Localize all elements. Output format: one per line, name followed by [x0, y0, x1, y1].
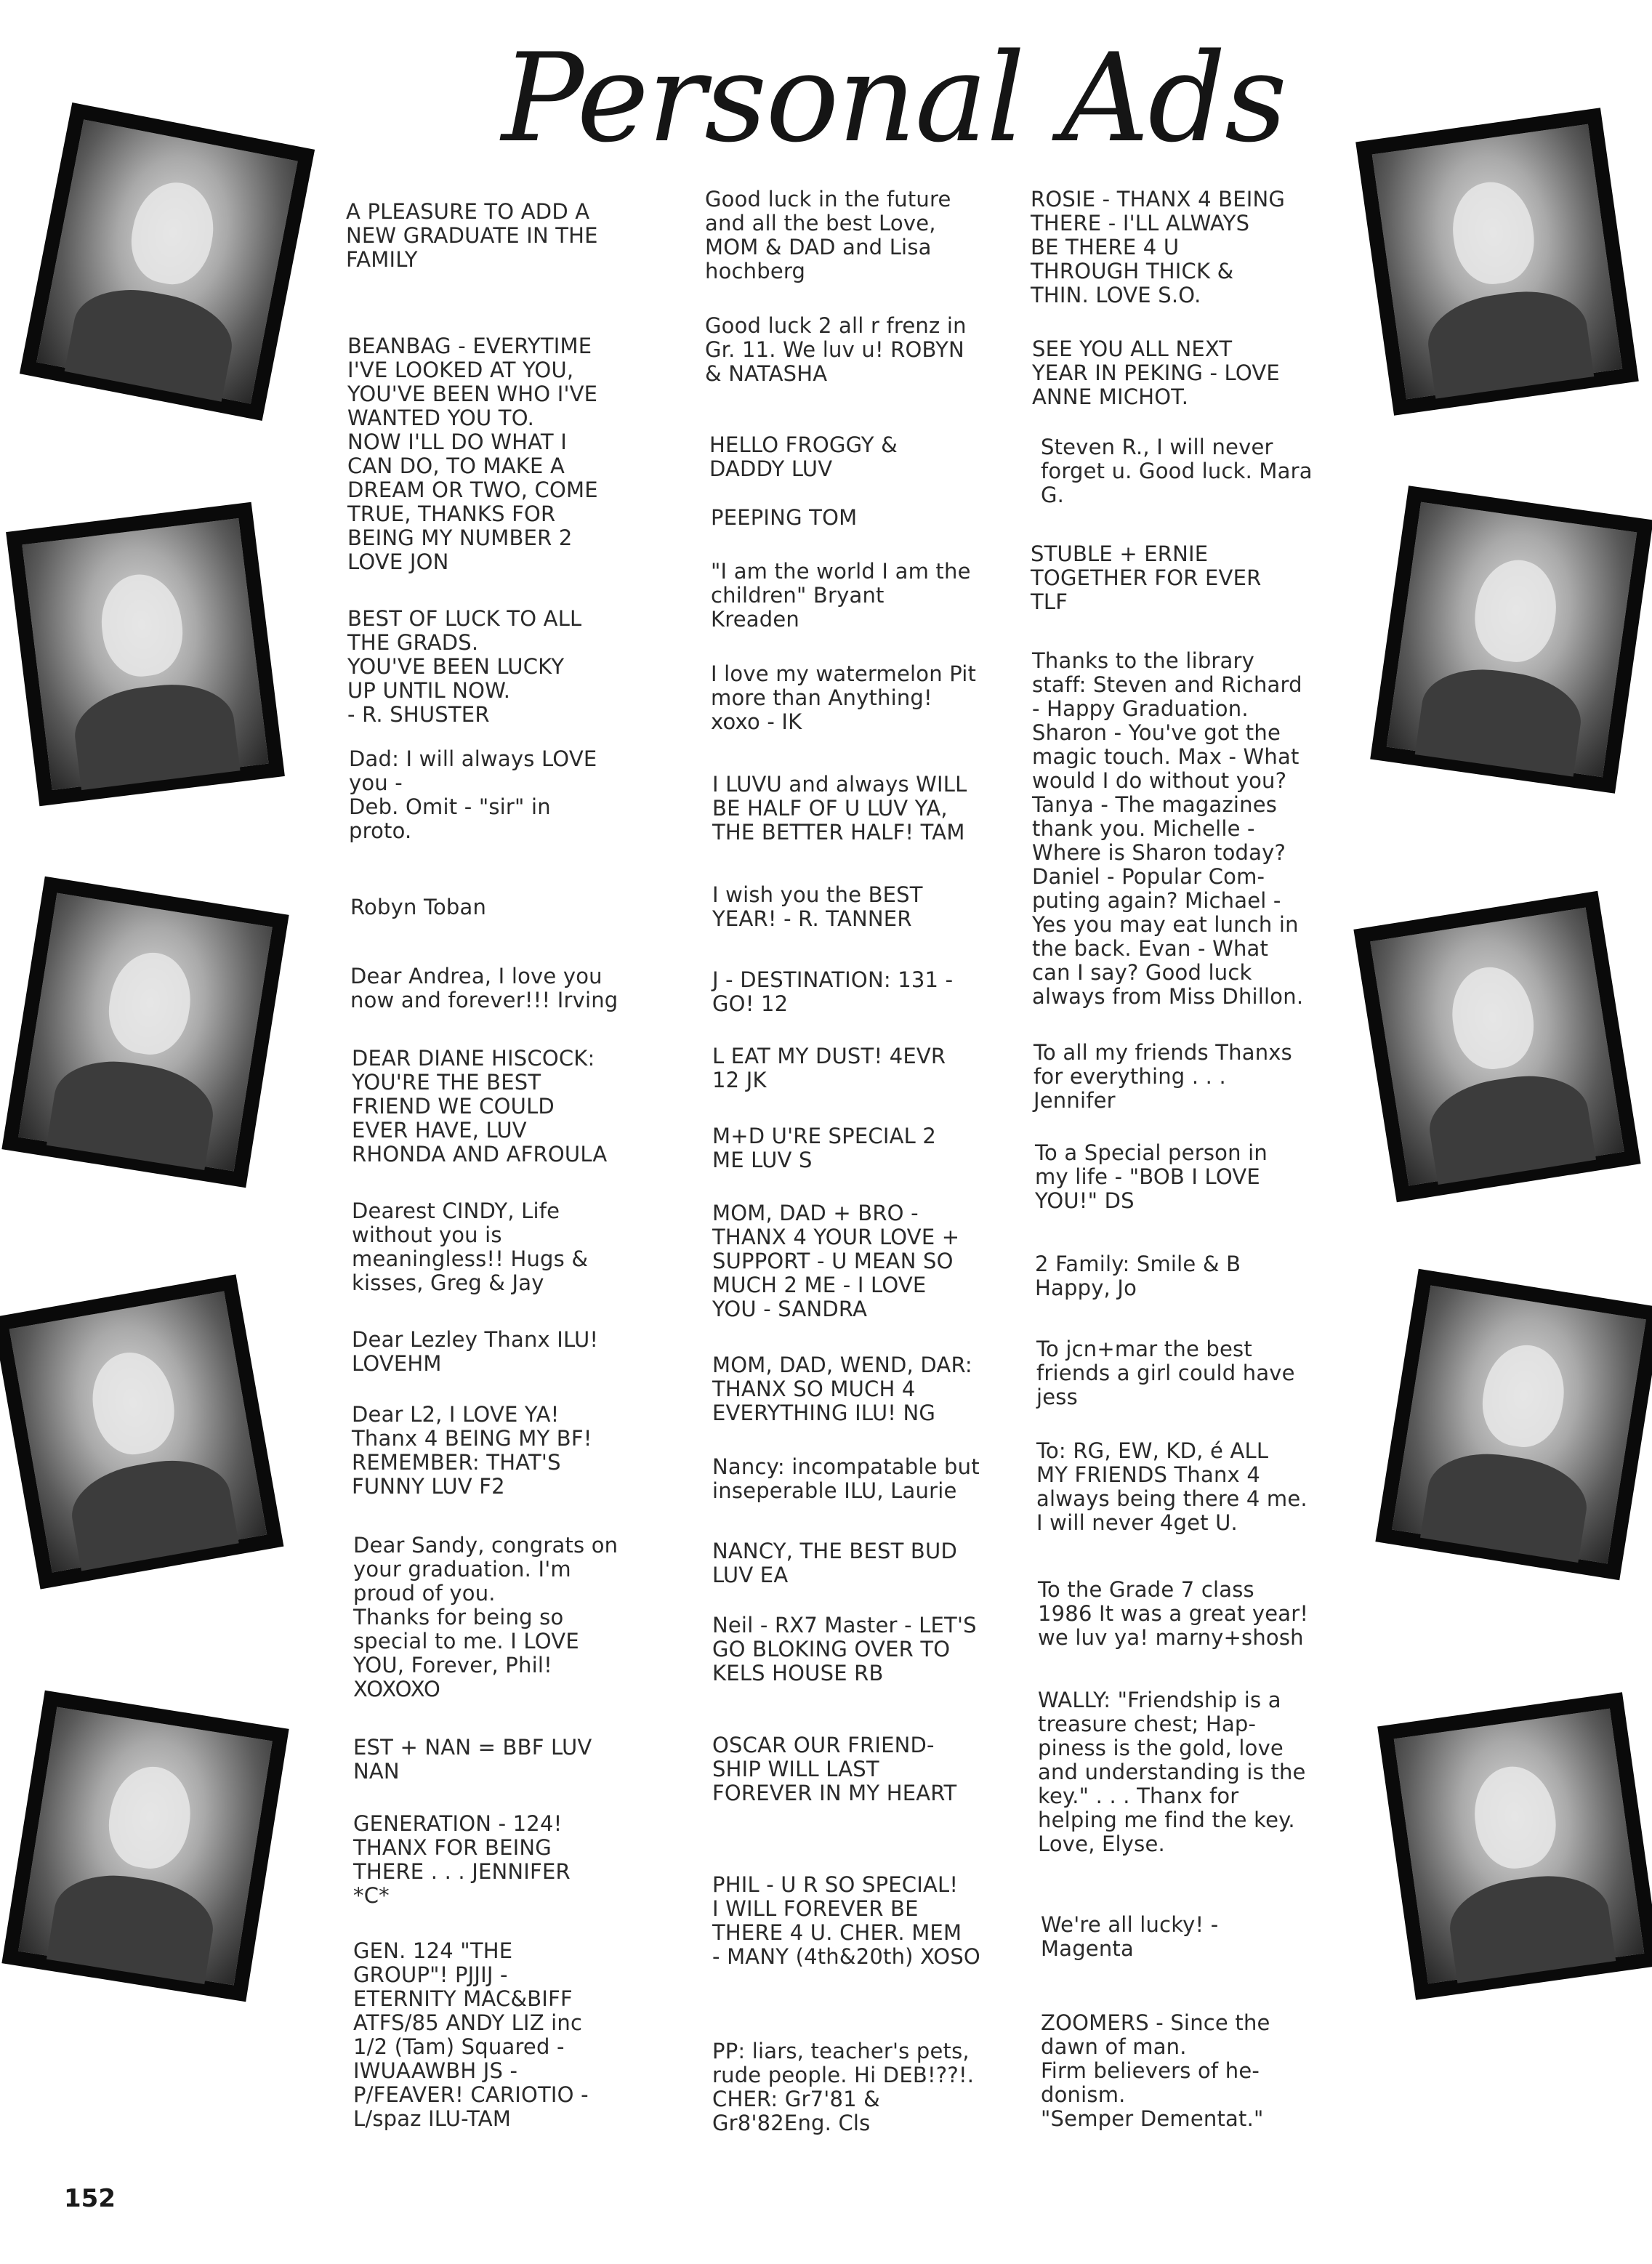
ad-c2-19: PP: liars, teacher's pets, rude people. Hi DEB!??!. CHER: Gr7'81 & Gr8'82Eng. Cls — [712, 2039, 975, 2135]
ad-c2-3: HELLO FROGGY & DADDY LUV — [709, 432, 898, 481]
ad-c1-1: A PLEASURE TO ADD A NEW GRADUATE IN THE FAMILY — [346, 199, 598, 272]
ad-c3-5: Thanks to the library staff: Steven and Richard - Happy Graduation. Sharon - You've got the magic touch. Max - What would I do without you? Tanya - The magazines thank you. Michelle - Where is Sharon today? Daniel - Popular Com- puting again? Michael - Yes you may eat lunch in the back. Evan - What can I say? Good luck always from Miss Dhillon. — [1032, 648, 1304, 1009]
photo-right-5 — [1377, 1692, 1652, 2000]
ad-c2-6: I love my watermelon Pit more than Anything! xoxo - IK — [711, 661, 977, 734]
ad-c1-12: EST + NAN = BBF LUV NAN — [353, 1735, 592, 1784]
ad-c2-15: NANCY, THE BEST BUD LUV EA — [712, 1539, 957, 1587]
page-number: 152 — [64, 2184, 116, 2213]
ad-c2-9: J - DESTINATION: 131 - GO! 12 — [712, 967, 954, 1016]
ad-c1-2: BEANBAG - EVERYTIME I'VE LOOKED AT YOU, YOU'VE BEEN WHO I'VE WANTED YOU TO. NOW I'LL DO WHAT I CAN DO, TO MAKE A DREAM OR TWO, COME TRUE, THANKS FOR BEING MY NUMBER 2 LOVE JON — [347, 334, 598, 574]
ad-c1-6: Dear Andrea, I love you now and forever!!! Irving — [350, 964, 619, 1012]
photo-left-4 — [0, 1274, 283, 1589]
ad-c2-10: L EAT MY DUST! 4EVR 12 JK — [712, 1044, 946, 1092]
ad-c2-12: MOM, DAD + BRO - THANX 4 YOUR LOVE + SUPPORT - U MEAN SO MUCH 2 ME - I LOVE YOU - SANDRA — [712, 1201, 960, 1321]
ad-c3-13: We're all lucky! - Magenta — [1041, 1912, 1219, 1961]
ad-c1-13: GENERATION - 124! THANX FOR BEING THERE . . . JENNIFER *C* — [353, 1811, 571, 1908]
ad-c2-14: Nancy: incompatable but inseperable ILU, Laurie — [712, 1454, 980, 1503]
ad-c1-7: DEAR DIANE HISCOCK: YOU'RE THE BEST FRIEND WE COULD EVER HAVE, LUV RHONDA AND AFROULA — [352, 1046, 608, 1167]
photo-right-2 — [1370, 486, 1652, 794]
ad-c1-9: Dear Lezley Thanx ILU! LOVEHM — [352, 1327, 599, 1376]
ad-c3-9: To jcn+mar the best friends a girl could have jess — [1036, 1337, 1295, 1409]
ad-c1-5: Robyn Toban — [350, 895, 487, 919]
ad-c3-12: WALLY: "Friendship is a treasure chest; Hap- piness is the gold, love and understanding is the key." . . . Thanx for helping me find the key. Love, Elyse. — [1038, 1688, 1306, 1856]
ad-c3-3: Steven R., I will never forget u. Good luck. Mara G. — [1041, 435, 1313, 507]
ad-c3-7: To a Special person in my life - "BOB I LOVE YOU!" DS — [1035, 1140, 1268, 1213]
ad-c3-11: To the Grade 7 class 1986 It was a great year! we luv ya! marny+shosh — [1038, 1577, 1309, 1650]
ad-c2-1: Good luck in the future and all the best Love, MOM & DAD and Lisa hochberg — [705, 187, 951, 283]
ad-c1-14: GEN. 124 "THE GROUP"! PJJIJ - ETERNITY MAC&BIFF ATFS/85 ANDY LIZ inc 1/2 (Tam) Squared - IWUAAWBH JS - P/FEAVER! CARIOTIO - L/spaz ILU-TAM — [353, 1938, 589, 2131]
ad-c1-11: Dear Sandy, congrats on your graduation. I'm proud of you. Thanks for being so special to me. I LOVE YOU, Forever, Phil! XOXOXO — [353, 1533, 619, 1701]
ad-c3-8: 2 Family: Smile & B Happy, Jo — [1035, 1252, 1241, 1300]
page-title: Personal Ads — [501, 27, 1286, 169]
ad-c2-4: PEEPING TOM — [711, 505, 858, 530]
ad-c1-3: BEST OF LUCK TO ALL THE GRADS. YOU'VE BEEN LUCKY UP UNTIL NOW. - R. SHUSTER — [347, 606, 582, 727]
ad-c1-10: Dear L2, I LOVE YA! Thanx 4 BEING MY BF! REMEMBER: THAT'S FUNNY LUV F2 — [352, 1402, 592, 1499]
ad-c2-7: I LUVU and always WILL BE HALF OF U LUV YA, THE BETTER HALF! TAM — [712, 772, 967, 845]
ad-c1-8: Dearest CINDY, Life without you is meaningless!! Hugs & kisses, Greg & Jay — [352, 1199, 589, 1295]
photo-right-4 — [1375, 1269, 1652, 1581]
ad-c2-17: OSCAR OUR FRIEND- SHIP WILL LAST FOREVER IN MY HEART — [712, 1733, 957, 1805]
ad-c2-16: Neil - RX7 Master - LET'S GO BLOKING OVER TO KELS HOUSE RB — [712, 1613, 977, 1685]
ad-c3-1: ROSIE - THANX 4 BEING THERE - I'LL ALWAYS BE THERE 4 U THROUGH THICK & THIN. LOVE S.O. — [1031, 187, 1286, 307]
ad-c2-11: M+D U'RE SPECIAL 2 ME LUV S — [712, 1124, 937, 1172]
photo-right-1 — [1355, 108, 1639, 416]
ad-c2-2: Good luck 2 all r frenz in Gr. 11. We luv u! ROBYN & NATASHA — [705, 313, 967, 386]
ad-c3-14: ZOOMERS - Since the dawn of man. Firm believers of he- donism. "Semper Dementat." — [1041, 2010, 1270, 2131]
photo-left-3 — [1, 877, 289, 1188]
photo-left-2 — [6, 502, 285, 807]
photo-right-3 — [1353, 891, 1640, 1203]
ad-c3-6: To all my friends Thanxs for everything . . . Jennifer — [1033, 1040, 1292, 1113]
ad-c3-4: STUBLE + ERNIE TOGETHER FOR EVER TLF — [1031, 541, 1262, 614]
ad-c2-8: I wish you the BEST YEAR! - R. TANNER — [712, 882, 923, 931]
ad-c2-18: PHIL - U R SO SPECIAL! I WILL FOREVER BE THERE 4 U. CHER. MEM - MANY (4th&20th) XOSO — [712, 1872, 980, 1969]
ad-c3-2: SEE YOU ALL NEXT YEAR IN PEKING - LOVE ANNE MICHOT. — [1032, 337, 1280, 409]
photo-left-5 — [1, 1691, 289, 2002]
ad-c2-13: MOM, DAD, WEND, DAR: THANX SO MUCH 4 EVERYTHING ILU! NG — [712, 1353, 972, 1425]
photo-left-1 — [20, 102, 315, 421]
ad-c3-10: To: RG, EW, KD, é ALL MY FRIENDS Thanx 4 always being there 4 me. I will never 4get U. — [1036, 1438, 1308, 1535]
ad-c2-5: "I am the world I am the children" Bryant Kreaden — [711, 559, 971, 632]
ad-c1-4: Dad: I will always LOVE you - Deb. Omit - "sir" in proto. — [349, 746, 597, 843]
